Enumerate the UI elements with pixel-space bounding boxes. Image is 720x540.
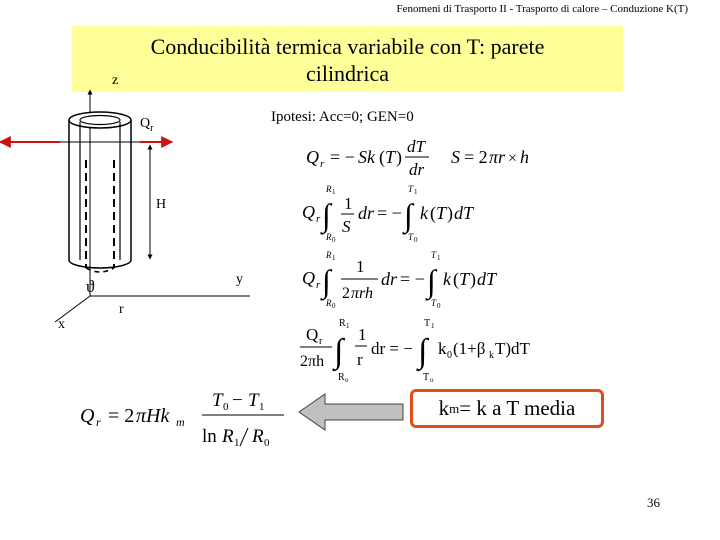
- svg-text:o: o: [345, 376, 349, 384]
- svg-text:T: T: [408, 232, 414, 242]
- svg-text:∫: ∫: [322, 197, 331, 233]
- svg-text:R: R: [326, 250, 332, 260]
- svg-text:R: R: [252, 426, 264, 447]
- svg-text:T)dT: T)dT: [495, 339, 530, 358]
- svg-text:T: T: [459, 269, 470, 289]
- svg-text:T: T: [423, 372, 430, 383]
- svg-text:T: T: [385, 147, 396, 167]
- svg-text:1: 1: [358, 325, 367, 344]
- svg-text:1: 1: [414, 188, 418, 196]
- svg-text:2πh: 2πh: [300, 353, 325, 370]
- svg-text:0: 0: [264, 437, 270, 449]
- svg-text:πHk: πHk: [136, 405, 170, 427]
- svg-text:): ): [396, 147, 402, 167]
- svg-text:R: R: [326, 298, 332, 308]
- svg-text:dr: dr: [381, 269, 398, 289]
- svg-text:R: R: [222, 426, 234, 447]
- km-subscript: m: [449, 400, 460, 416]
- inner-top-ellipse: [80, 116, 120, 125]
- angle-label: ϑ: [86, 277, 95, 296]
- svg-text:πr: πr: [489, 147, 506, 167]
- flux-label: [140, 116, 153, 134]
- svg-text:∫: ∫: [334, 333, 344, 370]
- svg-text:dT: dT: [407, 137, 425, 156]
- x-axis-label: x: [58, 317, 65, 332]
- outer-bottom-ellipse: [69, 260, 131, 268]
- svg-text:2: 2: [342, 285, 350, 302]
- svg-text:o: o: [430, 376, 434, 384]
- svg-text:dT: dT: [477, 269, 497, 289]
- svg-text:r: r: [96, 415, 101, 429]
- svg-text:T: T: [212, 390, 223, 411]
- svg-text:T: T: [431, 250, 437, 260]
- hypothesis-text: Ipotesi: Acc=0; GEN=0: [271, 109, 414, 125]
- svg-text:): ): [470, 269, 476, 289]
- flux-symbol: Q: [140, 116, 151, 131]
- svg-text:∫: ∫: [418, 333, 428, 370]
- y-axis-label: y: [236, 272, 243, 287]
- svg-text:dr = −: dr = −: [371, 339, 413, 358]
- svg-text:= −: = −: [400, 269, 425, 289]
- svg-text:Q: Q: [80, 405, 95, 427]
- svg-text:0: 0: [223, 401, 229, 413]
- svg-text:= 2: = 2: [108, 405, 135, 427]
- svg-text:): ): [447, 203, 453, 223]
- svg-text:1: 1: [234, 437, 240, 449]
- svg-text:T: T: [436, 203, 447, 223]
- svg-text:m: m: [176, 415, 185, 429]
- svg-text:R: R: [338, 372, 345, 383]
- svg-text:(1+β: (1+β: [453, 339, 486, 358]
- equation-result: [72, 384, 292, 454]
- svg-text:r: r: [320, 158, 325, 170]
- svg-text:∫: ∫: [404, 197, 413, 233]
- svg-text:dT: dT: [454, 203, 474, 223]
- svg-text:1: 1: [332, 188, 336, 196]
- svg-text:1: 1: [431, 322, 435, 330]
- cylinder-diagram: [0, 0, 300, 340]
- z-axis-label: z: [112, 73, 119, 88]
- svg-text:r: r: [357, 350, 363, 369]
- svg-text:h: h: [520, 147, 529, 167]
- svg-text:1: 1: [437, 254, 441, 262]
- svg-text:∫: ∫: [427, 263, 436, 299]
- svg-text:r: r: [319, 336, 323, 347]
- svg-text:0: 0: [447, 350, 452, 361]
- svg-text:T: T: [408, 184, 414, 194]
- svg-text:×: ×: [508, 150, 518, 167]
- svg-text:0: 0: [414, 236, 418, 242]
- svg-text:k: k: [489, 350, 494, 361]
- svg-text:(: (: [430, 203, 436, 223]
- km-symbol: k: [438, 396, 450, 420]
- svg-text:= −: = −: [377, 203, 402, 223]
- svg-text:k: k: [438, 339, 447, 358]
- svg-text:R: R: [326, 184, 332, 194]
- svg-text:Q: Q: [302, 202, 315, 222]
- svg-text:T: T: [431, 298, 437, 308]
- svg-text:R: R: [326, 232, 332, 242]
- svg-text:1: 1: [346, 322, 350, 330]
- km-definition-text: = k a T media: [459, 396, 576, 420]
- svg-text:S: S: [342, 217, 351, 236]
- svg-text:r: r: [316, 279, 321, 291]
- svg-text:S: S: [451, 147, 460, 167]
- svg-text:πrh: πrh: [351, 285, 373, 302]
- svg-text:dr: dr: [358, 203, 375, 223]
- equation-integral-2pirh: [296, 248, 536, 310]
- svg-text:r: r: [316, 213, 321, 225]
- svg-text:1: 1: [259, 401, 265, 413]
- km-definition-box: [410, 389, 604, 428]
- left-arrow-icon: [297, 392, 407, 434]
- svg-text:= 2: = 2: [464, 147, 488, 167]
- svg-text:0: 0: [332, 236, 336, 242]
- svg-text:∫: ∫: [322, 263, 331, 299]
- svg-text:dr: dr: [409, 160, 425, 179]
- page-number: 36: [647, 495, 660, 510]
- svg-text:ln: ln: [202, 426, 217, 447]
- svg-text:k: k: [420, 203, 428, 223]
- svg-text:T: T: [248, 390, 259, 411]
- title-line-2: cilindrica: [305, 61, 390, 86]
- height-label: H: [156, 197, 167, 212]
- svg-text:(: (: [379, 147, 385, 167]
- svg-text:Sk: Sk: [358, 147, 375, 167]
- svg-text:R: R: [339, 318, 346, 329]
- svg-text:= −: = −: [330, 147, 355, 167]
- radius-label: r: [119, 302, 124, 317]
- equation-linear-k: [296, 314, 566, 386]
- svg-text:k: k: [443, 269, 451, 289]
- svg-text:1: 1: [356, 257, 365, 276]
- svg-text:−: −: [232, 390, 243, 411]
- svg-text:T: T: [424, 318, 431, 329]
- svg-text:(: (: [453, 269, 459, 289]
- equation-integral-s: [296, 182, 536, 242]
- svg-text:Q: Q: [306, 325, 319, 344]
- equation-fourier: [296, 136, 546, 180]
- svg-text:1: 1: [344, 194, 353, 213]
- svg-text:1: 1: [332, 254, 336, 262]
- flux-subscript: r: [150, 122, 154, 134]
- title-line-1: Conducibilità termica variabile con T: parete: [150, 34, 545, 59]
- svg-text:0: 0: [437, 302, 441, 310]
- slide-header: Fenomeni di Trasporto II - Trasporto di calore – Conduzione K(T): [396, 3, 688, 15]
- svg-text:0: 0: [332, 302, 336, 310]
- svg-text:Q: Q: [306, 147, 319, 167]
- svg-text:Q: Q: [302, 268, 315, 288]
